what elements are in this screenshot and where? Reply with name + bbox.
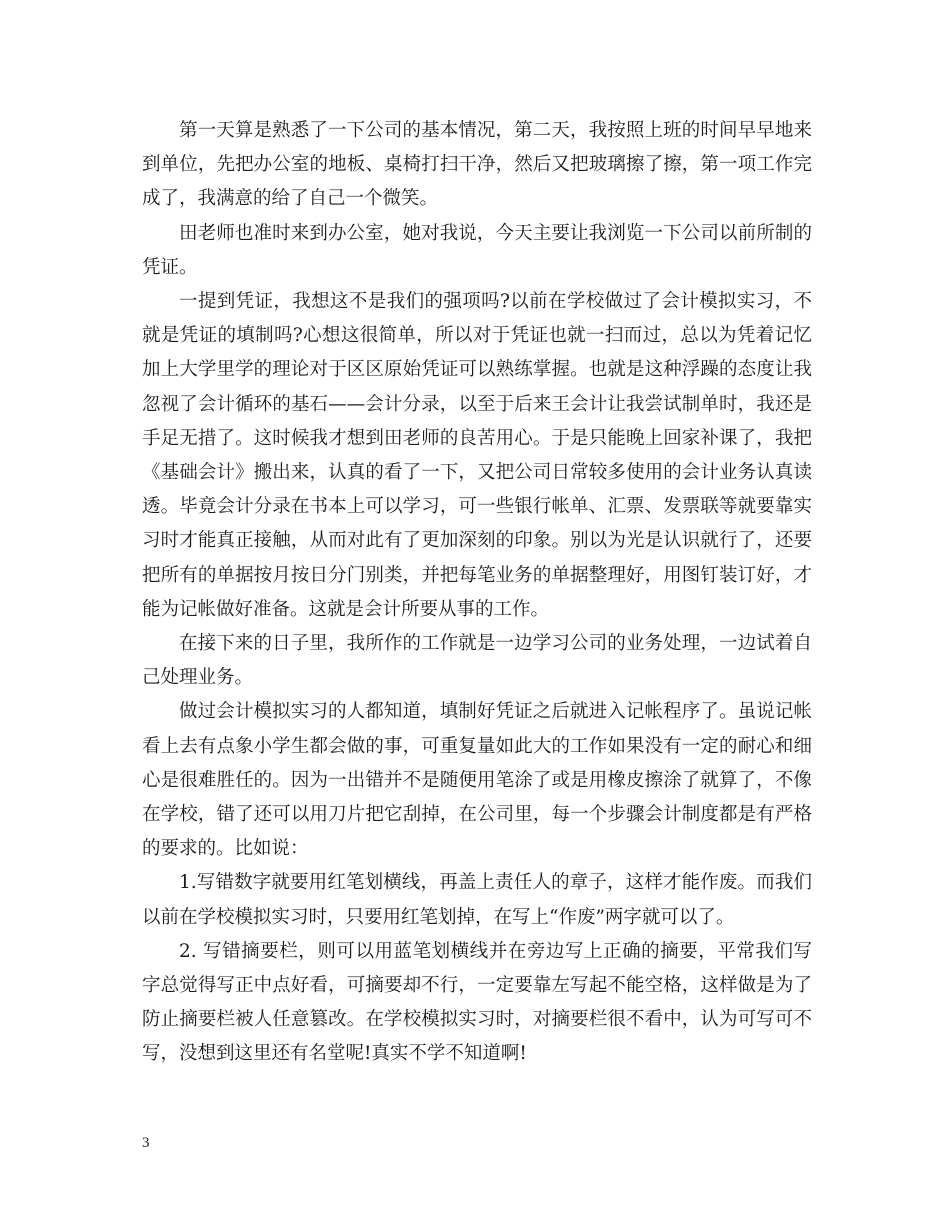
- paragraph-3: 一提到凭证，我想这不是我们的强项吗?以前在学校做过了会计模拟实习，不就是凭证的填制吗?心想这很简单，所以对于凭证也就一扫而过，总以为凭着记忆加上大学里学的理论对于区区原始凭证可以熟练掌握。也就是这种浮躁的态度让我忽视了会计循环的基石——会计分录，以至于后来王会计让我尝试制单时，我还是手足无措了。这时候我才想到田老师的良苦用心。于是只能晚上回家补课了，我把《基础会计》搬出来，认真的看了一下，又把公司日常较多使用的会计业务认真读透。毕竟会计分录在书本上可以学习，可一些银行帐单、汇票、发票联等就要靠实习时才能真正接触，从而对此有了更加深刻的印象。别以为光是认识就行了，还要把所有的单据按月按日分门别类，并把每笔业务的单据整理好，用图钉装订好，才能为记帐做好准备。这就是会计所要从事的工作。: [142, 291, 812, 620]
- paragraph-6: 1.写错数字就要用红笔划横线，再盖上责任人的章子，这样才能作废。而我们以前在学校模拟实习时，只要用红笔划掉，在写上“作废”两字就可以了。: [142, 872, 812, 928]
- paragraph-7: 2. 写错摘要栏，则可以用蓝笔划横线并在旁边写上正确的摘要，平常我们写字总觉得写正中点好看，可摘要却不行，一定要靠左写起不能空格，这样做是为了防止摘要栏被人任意篡改。在学校模拟实习时，对摘要栏很不看中，认为可写可不写，没想到这里还有名堂呢!真实不学不知道啊!: [142, 940, 812, 1065]
- paragraph-4: 在接下来的日子里，我所作的工作就是一边学习公司的业务处理，一边试着自己处理业务。: [142, 633, 812, 689]
- paragraph-2: 田老师也准时来到办公室，她对我说，今天主要让我浏览一下公司以前所制的凭证。: [142, 222, 812, 278]
- body-text: [142, 114, 812, 1072]
- paragraph-1: 第一天算是熟悉了一下公司的基本情况，第二天，我按照上班的时间早早地来到单位，先把办公室的地板、桌椅打扫干净，然后又把玻璃擦了擦，第一项工作完成了，我满意的给了自己一个微笑。: [142, 120, 812, 210]
- page-number: 3: [142, 1135, 150, 1151]
- paragraph-5: 做过会计模拟实习的人都知道，填制好凭证之后就进入记帐程序了。虽说记帐看上去有点象小学生都会做的事，可重复量如此大的工作如果没有一定的耐心和细心是很难胜任的。因为一出错并不是随便用笔涂了或是用橡皮擦涂了就算了，不像在学校，错了还可以用刀片把它刮掉，在公司里，每一个步骤会计制度都是有严格的要求的。比如说：: [142, 701, 812, 860]
